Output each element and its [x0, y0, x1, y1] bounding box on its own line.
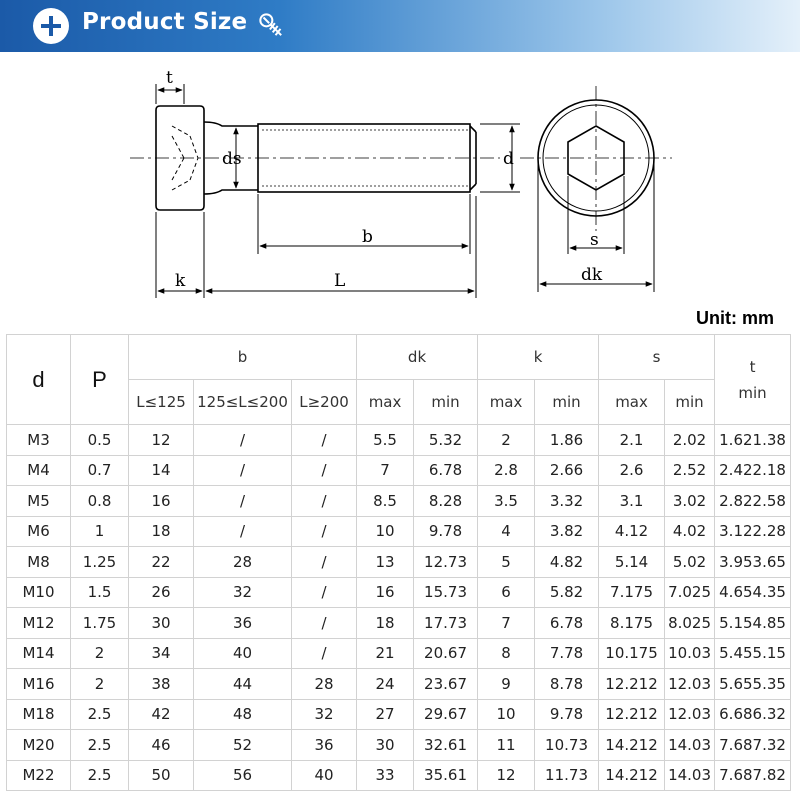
cell-k-min: 9.78	[535, 699, 599, 730]
cell-b3: /	[292, 608, 357, 639]
cell-t-b: 4.85	[752, 613, 786, 632]
cell-s-max: 7.175	[599, 577, 665, 608]
cell-t	[715, 699, 791, 730]
cell-t	[715, 730, 791, 761]
cell-k-max: 4	[478, 516, 535, 547]
cell-t-b: 2.18	[752, 461, 786, 480]
cell-b1: 26	[129, 577, 194, 608]
cell-b1: 50	[129, 760, 194, 791]
dim-label-b: b	[362, 227, 373, 247]
cell-dk-min: 5.32	[414, 425, 478, 456]
cell-k-min: 2.66	[535, 455, 599, 486]
cell-dk-max: 16	[357, 577, 414, 608]
cell-dk-min: 35.61	[414, 760, 478, 791]
cell-b3: 36	[292, 730, 357, 761]
header-k-min: min	[535, 380, 599, 425]
cell-s-max: 14.212	[599, 760, 665, 791]
cell-t	[715, 455, 791, 486]
cell-t-b: 5.35	[752, 674, 786, 693]
cell-t-a: 2.42	[719, 461, 753, 480]
cell-s-min: 10.03	[665, 638, 715, 669]
cell-dk-min: 29.67	[414, 699, 478, 730]
cell-t-a: 5.65	[719, 674, 753, 693]
cell-k-min: 8.78	[535, 669, 599, 700]
cell-t-b: 4.35	[752, 583, 786, 602]
header-p: P	[71, 335, 129, 425]
cell-b3: 28	[292, 669, 357, 700]
cell-b3: /	[292, 516, 357, 547]
cell-s-min: 5.02	[665, 547, 715, 578]
cell-dk-max: 27	[357, 699, 414, 730]
cell-d: M14	[7, 638, 71, 669]
cell-t-b: 7.82	[752, 766, 786, 785]
header-banner	[0, 0, 800, 52]
cell-t-a: 4.65	[719, 583, 753, 602]
cell-s-max: 12.212	[599, 699, 665, 730]
cell-b2: 32	[194, 577, 292, 608]
table-row	[7, 730, 791, 761]
cell-b2: 36	[194, 608, 292, 639]
cell-b3: /	[292, 547, 357, 578]
cell-s-min: 7.025	[665, 577, 715, 608]
cell-t-a: 1.62	[719, 430, 753, 449]
table-row	[7, 516, 791, 547]
dim-label-dk: dk	[581, 265, 603, 285]
header-s: s	[599, 335, 715, 380]
dim-label-t: t	[166, 68, 173, 88]
header-s-max: max	[599, 380, 665, 425]
cell-b3: 40	[292, 760, 357, 791]
cell-b3: /	[292, 638, 357, 669]
cell-dk-min: 15.73	[414, 577, 478, 608]
table-row	[7, 486, 791, 517]
cell-s-min: 12.03	[665, 669, 715, 700]
cell-k-min: 1.86	[535, 425, 599, 456]
cell-t	[715, 638, 791, 669]
cell-t-b: 6.32	[752, 705, 786, 724]
cell-t-a: 7.68	[719, 766, 753, 785]
cell-k-min: 5.82	[535, 577, 599, 608]
cell-s-min: 3.02	[665, 486, 715, 517]
cell-k-max: 8	[478, 638, 535, 669]
cell-d: M22	[7, 760, 71, 791]
cell-s-max: 2.1	[599, 425, 665, 456]
cell-t-a: 7.68	[719, 735, 753, 754]
cell-dk-max: 30	[357, 730, 414, 761]
cell-P: 1.75	[71, 608, 129, 639]
cell-b2: /	[194, 516, 292, 547]
cell-t-a: 3.95	[719, 552, 753, 571]
unit-label: Unit: mm	[696, 308, 774, 328]
plus-circle-icon	[33, 8, 69, 44]
cell-dk-max: 7	[357, 455, 414, 486]
cell-t	[715, 669, 791, 700]
header-b-sub: 125≤L≤200	[194, 380, 292, 425]
cell-k-max: 7	[478, 608, 535, 639]
cell-b2: 28	[194, 547, 292, 578]
dim-label-L: L	[334, 271, 346, 291]
header-b-sub: L≥200	[292, 380, 357, 425]
cell-dk-min: 20.67	[414, 638, 478, 669]
cell-s-max: 14.212	[599, 730, 665, 761]
cell-s-max: 8.175	[599, 608, 665, 639]
cell-P: 1.25	[71, 547, 129, 578]
cell-t	[715, 425, 791, 456]
cell-dk-max: 21	[357, 638, 414, 669]
cell-d: M4	[7, 455, 71, 486]
cell-dk-min: 6.78	[414, 455, 478, 486]
cell-dk-min: 12.73	[414, 547, 478, 578]
cell-b2: /	[194, 486, 292, 517]
cell-b1: 46	[129, 730, 194, 761]
cell-d: M10	[7, 577, 71, 608]
cell-t-b: 7.32	[752, 735, 786, 754]
cell-k-max: 11	[478, 730, 535, 761]
cell-t	[715, 608, 791, 639]
cell-k-min: 7.78	[535, 638, 599, 669]
cell-s-min: 8.025	[665, 608, 715, 639]
cell-P: 0.7	[71, 455, 129, 486]
cell-b3: /	[292, 577, 357, 608]
table-row	[7, 577, 791, 608]
table-row	[7, 608, 791, 639]
cell-k-max: 2	[478, 425, 535, 456]
cell-s-max: 3.1	[599, 486, 665, 517]
cell-t-a: 2.82	[719, 491, 753, 510]
cell-d: M6	[7, 516, 71, 547]
cell-k-min: 4.82	[535, 547, 599, 578]
header-b: b	[129, 335, 357, 380]
header-t	[715, 335, 791, 425]
cell-b2: 56	[194, 760, 292, 791]
cell-b2: /	[194, 425, 292, 456]
cell-t-b: 1.38	[752, 430, 786, 449]
cell-b2: 40	[194, 638, 292, 669]
cell-dk-min: 8.28	[414, 486, 478, 517]
table-body	[7, 425, 791, 791]
cell-s-min: 14.03	[665, 760, 715, 791]
cell-s-min: 2.02	[665, 425, 715, 456]
cell-s-min: 2.52	[665, 455, 715, 486]
cell-t-b: 2.58	[752, 491, 786, 510]
cell-s-min: 12.03	[665, 699, 715, 730]
header-dk-max: max	[357, 380, 414, 425]
cell-b1: 34	[129, 638, 194, 669]
screw-icon	[256, 10, 288, 42]
cell-d: M12	[7, 608, 71, 639]
cell-b1: 16	[129, 486, 194, 517]
cell-P: 0.5	[71, 425, 129, 456]
cell-t-b: 2.28	[752, 522, 786, 541]
header-s-min: min	[665, 380, 715, 425]
cell-dk-min: 23.67	[414, 669, 478, 700]
header-k: k	[478, 335, 599, 380]
dim-label-k: k	[175, 271, 186, 291]
cell-s-max: 2.6	[599, 455, 665, 486]
cell-s-max: 10.175	[599, 638, 665, 669]
cell-dk-max: 13	[357, 547, 414, 578]
header-t-label: t	[749, 357, 756, 376]
cell-P: 1	[71, 516, 129, 547]
cell-k-min: 11.73	[535, 760, 599, 791]
cell-d: M20	[7, 730, 71, 761]
table-row	[7, 638, 791, 669]
cell-t-a: 5.15	[719, 613, 753, 632]
cell-k-min: 6.78	[535, 608, 599, 639]
cell-k-min: 10.73	[535, 730, 599, 761]
cell-d: M3	[7, 425, 71, 456]
cell-d: M18	[7, 699, 71, 730]
cell-dk-max: 33	[357, 760, 414, 791]
cell-k-min: 3.82	[535, 516, 599, 547]
cell-t	[715, 547, 791, 578]
cell-dk-max: 24	[357, 669, 414, 700]
cell-k-max: 12	[478, 760, 535, 791]
cell-dk-min: 17.73	[414, 608, 478, 639]
cell-b3: /	[292, 425, 357, 456]
table-row	[7, 455, 791, 486]
cell-d: M5	[7, 486, 71, 517]
cell-b1: 30	[129, 608, 194, 639]
header-dk: dk	[357, 335, 478, 380]
cell-b3: /	[292, 486, 357, 517]
cell-t-b: 3.65	[752, 552, 786, 571]
table-row	[7, 760, 791, 791]
cell-d: M8	[7, 547, 71, 578]
cell-dk-max: 5.5	[357, 425, 414, 456]
cell-k-max: 9	[478, 669, 535, 700]
cell-P: 2.5	[71, 730, 129, 761]
header-k-max: max	[478, 380, 535, 425]
table-row	[7, 699, 791, 730]
cell-t	[715, 516, 791, 547]
cell-dk-max: 10	[357, 516, 414, 547]
cell-b1: 12	[129, 425, 194, 456]
cell-s-max: 12.212	[599, 669, 665, 700]
dim-label-d: d	[503, 149, 514, 169]
cell-t	[715, 577, 791, 608]
cell-b1: 14	[129, 455, 194, 486]
cell-P: 2	[71, 669, 129, 700]
cell-k-max: 2.8	[478, 455, 535, 486]
cell-d: M16	[7, 669, 71, 700]
cell-t-b: 5.15	[752, 644, 786, 663]
dim-label-ds: ds	[222, 149, 242, 169]
cell-s-min: 4.02	[665, 516, 715, 547]
cell-dk-min: 9.78	[414, 516, 478, 547]
size-table	[6, 334, 791, 791]
cell-s-min: 14.03	[665, 730, 715, 761]
cell-k-max: 10	[478, 699, 535, 730]
dim-label-s: s	[590, 230, 599, 250]
header-t-min: min	[738, 383, 767, 402]
cell-P: 2.5	[71, 760, 129, 791]
cell-s-max: 5.14	[599, 547, 665, 578]
cell-b1: 42	[129, 699, 194, 730]
screw-technical-drawing	[0, 56, 800, 308]
cell-dk-min: 32.61	[414, 730, 478, 761]
header-d: d	[7, 335, 71, 425]
table-row	[7, 425, 791, 456]
cell-t	[715, 760, 791, 791]
cell-k-max: 6	[478, 577, 535, 608]
header-title: Product Size	[82, 9, 248, 35]
cell-t-a: 6.68	[719, 705, 753, 724]
cell-s-max: 4.12	[599, 516, 665, 547]
cell-b2: /	[194, 455, 292, 486]
cell-b3: /	[292, 455, 357, 486]
cell-b1: 18	[129, 516, 194, 547]
cell-b1: 22	[129, 547, 194, 578]
cell-t	[715, 486, 791, 517]
cell-b2: 52	[194, 730, 292, 761]
cell-P: 1.5	[71, 577, 129, 608]
header-dk-min: min	[414, 380, 478, 425]
cell-k-min: 3.32	[535, 486, 599, 517]
cell-t-a: 3.12	[719, 522, 753, 541]
cell-P: 0.8	[71, 486, 129, 517]
cell-k-max: 3.5	[478, 486, 535, 517]
cell-b2: 48	[194, 699, 292, 730]
cell-dk-max: 8.5	[357, 486, 414, 517]
cell-P: 2	[71, 638, 129, 669]
cell-dk-max: 18	[357, 608, 414, 639]
cell-b2: 44	[194, 669, 292, 700]
cell-b3: 32	[292, 699, 357, 730]
cell-P: 2.5	[71, 699, 129, 730]
cell-t-a: 5.45	[719, 644, 753, 663]
table-row	[7, 669, 791, 700]
cell-b1: 38	[129, 669, 194, 700]
header-b-sub: L≤125	[129, 380, 194, 425]
cell-k-max: 5	[478, 547, 535, 578]
table-row	[7, 547, 791, 578]
